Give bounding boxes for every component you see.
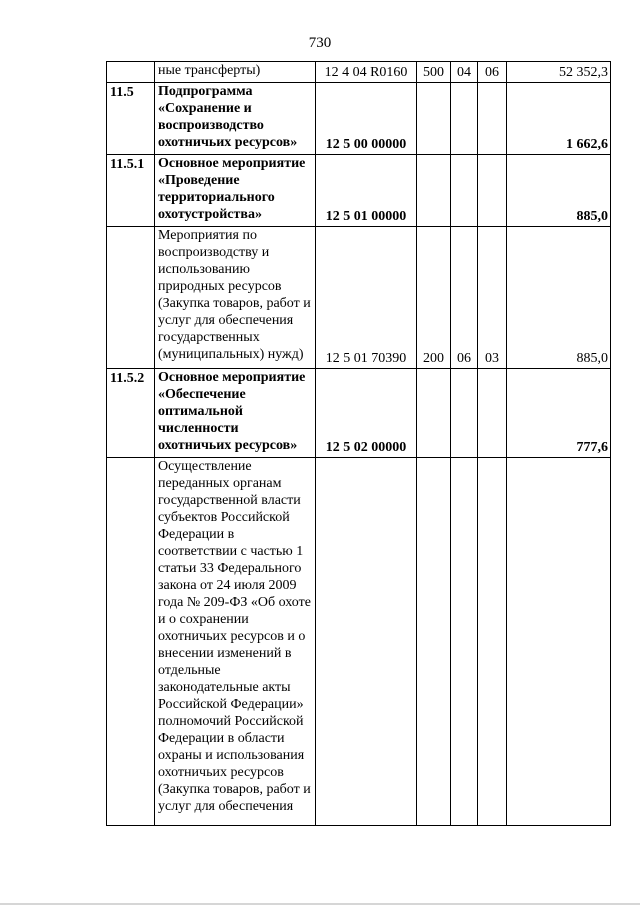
row-amount: 885,0: [507, 155, 611, 227]
row-rz: 06: [451, 227, 478, 369]
row-csr: 12 5 02 00000: [316, 369, 417, 458]
row-amount: 777,6: [507, 369, 611, 458]
row-pr: [478, 155, 507, 227]
row-amount: 1 662,6: [507, 83, 611, 155]
row-amount: [507, 458, 611, 826]
row-vr: [417, 83, 451, 155]
budget-table: [106, 61, 611, 826]
row-pr: 06: [478, 62, 507, 83]
table-row: [107, 227, 611, 369]
row-rz: [451, 83, 478, 155]
row-vr: [417, 458, 451, 826]
table-row: [107, 155, 611, 227]
row-name: Основное мероприятие «Проведение территориального охотустройства»: [155, 155, 316, 227]
page-number: 730: [308, 35, 332, 51]
table-row: [107, 458, 611, 826]
row-amount: 885,0: [507, 227, 611, 369]
row-code: [107, 227, 155, 369]
row-csr: 12 4 04 R0160: [316, 62, 417, 83]
row-rz: 04: [451, 62, 478, 83]
table-row: [107, 83, 611, 155]
row-code: 11.5.2: [107, 369, 155, 458]
row-name: Мероприятия по воспроизводству и использованию природных ресурсов (Закупка товаров, работ и услуг для обеспечения государственных (муниципальных) нужд): [155, 227, 316, 369]
row-rz: [451, 458, 478, 826]
row-csr: 12 5 00 00000: [316, 83, 417, 155]
row-vr: [417, 369, 451, 458]
row-pr: 03: [478, 227, 507, 369]
row-csr: 12 5 01 70390: [316, 227, 417, 369]
row-code: 11.5.1: [107, 155, 155, 227]
row-pr: [478, 83, 507, 155]
row-amount: 52 352,3: [507, 62, 611, 83]
table-row: [107, 62, 611, 83]
row-name: Подпрограмма «Сохранение и воспроизводство охотничьих ресурсов»: [155, 83, 316, 155]
row-code: [107, 458, 155, 826]
row-name: Основное мероприятие «Обеспечение оптимальной численности охотничьих ресурсов»: [155, 369, 316, 458]
row-vr: [417, 155, 451, 227]
row-rz: [451, 155, 478, 227]
row-name: ные трансферты): [155, 62, 316, 83]
row-code: 11.5: [107, 83, 155, 155]
row-csr: [316, 458, 417, 826]
row-name: Осуществление переданных органам государственной власти субъектов Российской Федерации в соответствии с частью 1 статьи 33 Федерального закона от 24 июля 2009 года № 209-ФЗ «Об охоте и о сохранении охотничьих ресурсов и о внесении изменений в отдельные законодательные акты Российской Федерации» полномочий Российской Федерации в области охраны и использования охотничьих ресурсов (Закупка товаров, работ и услуг для обеспечения: [155, 458, 316, 826]
row-csr: 12 5 01 00000: [316, 155, 417, 227]
row-vr: 500: [417, 62, 451, 83]
table-row: [107, 369, 611, 458]
row-vr: 200: [417, 227, 451, 369]
row-pr: [478, 369, 507, 458]
row-code: [107, 62, 155, 83]
row-rz: [451, 369, 478, 458]
row-pr: [478, 458, 507, 826]
